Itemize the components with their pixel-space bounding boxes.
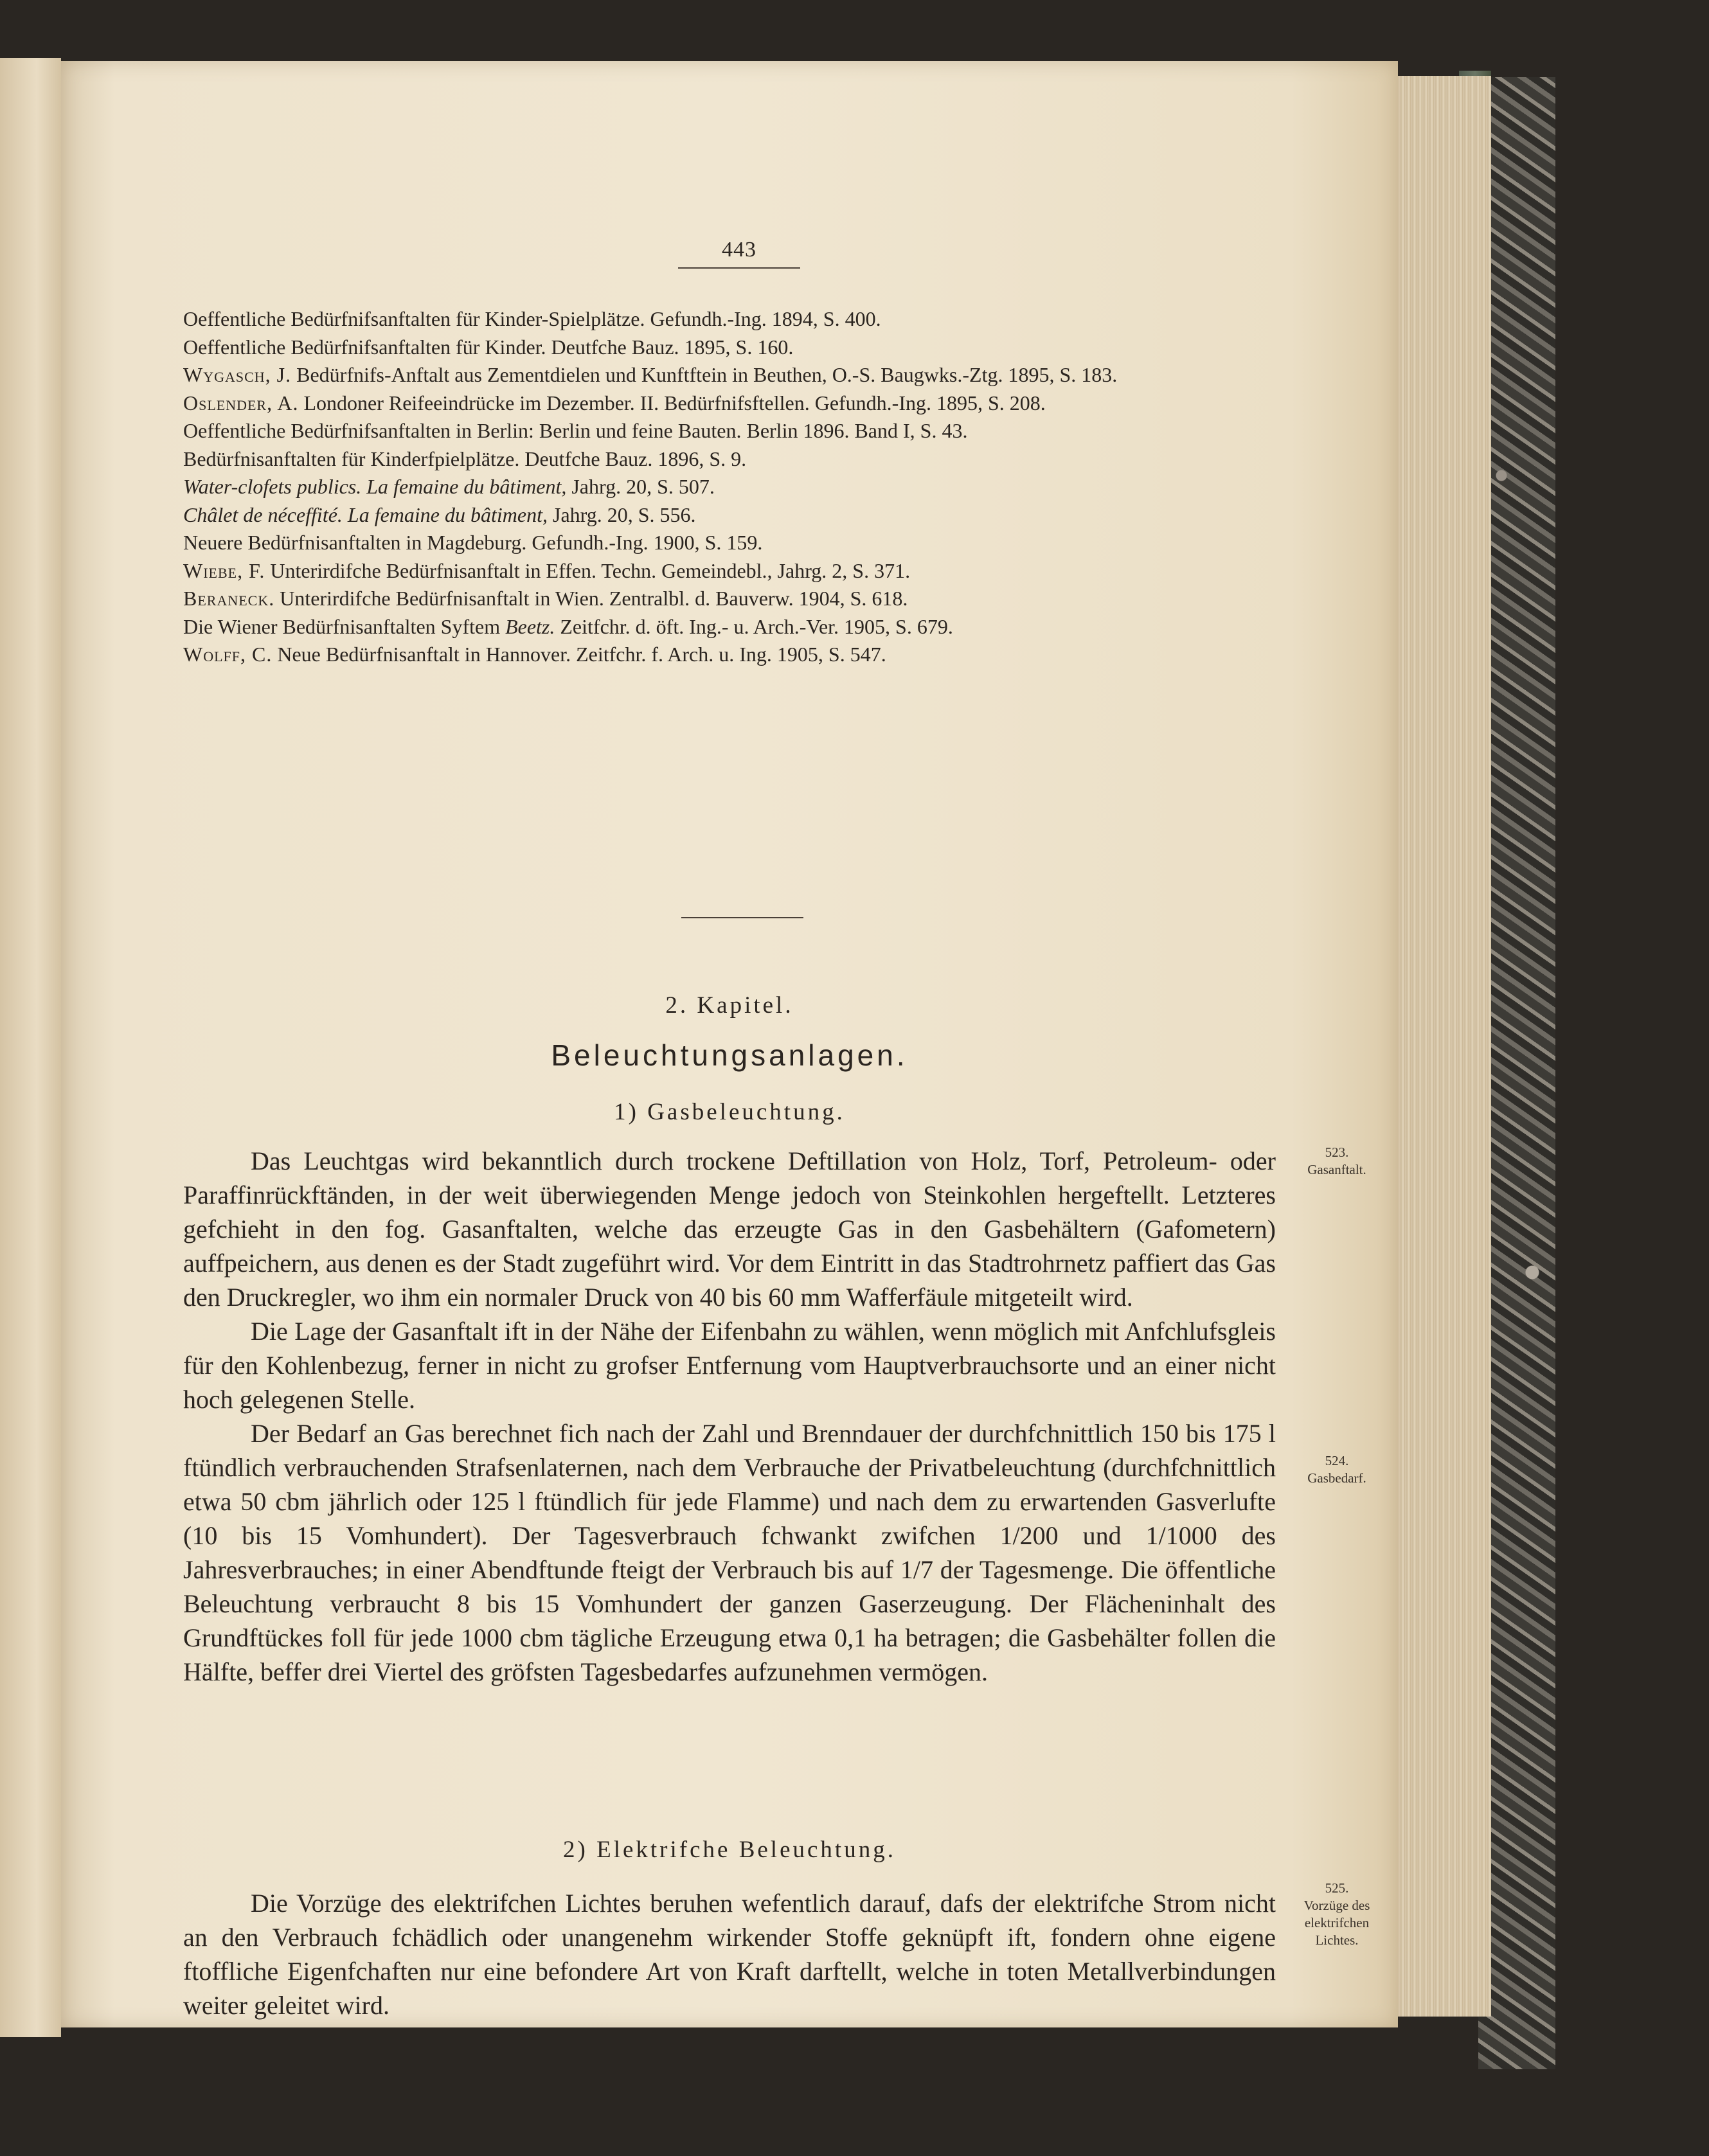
- reference-item: Oeffentliche Bedürfnifsanftalten für Kinder. Deutfche Bauz. 1895, S. 160.: [183, 335, 794, 359]
- section-body-gas: [183, 1144, 1276, 1689]
- margin-note: 523. Gasanftalt.: [1307, 1145, 1366, 1177]
- reference-author: Wolff, C.: [183, 643, 273, 666]
- reference-item: Die Wiener Bedürfnisanftalten Syftem Beetz. Zeitfchr. d. öft. Ing.- u. Arch.-Ver. 1905, S. 679.: [183, 614, 953, 638]
- reference-title: Water-clofets publics. La femaine du bâtiment,: [183, 475, 567, 498]
- paragraph: Die Vorzüge des elektrifchen Lichtes beruhen wefentlich darauf, dafs der elektrifche Strom nicht an den Verbrauch fchädlich oder unangenehm wirkender Stoffe geknüpft ift, fondern ohne eigene ftoffliche Eigenfchaften nur eine befondere Art von Kraft darftellt, welche in toten Metallverbindungen weiter geleitet wird.: [183, 1889, 1276, 2020]
- paragraph: Der Bedarf an Gas berechnet fich nach der Zahl und Brenndauer der durchfchnittlich 150 bis 175 l ftündlich verbrauchenden Strafsenlaternen, nach dem Verbrauche der Privatbeleuchtung (durchfchnittlich etwa 50 cbm jährlich oder 125 l ftündlich für jede Flamme) und nach dem zu erwartenden Gasverlufte (10 bis 15 Vomhundert). Der Tagesverbrauch fchwankt zwifchen 1/200 und 1/1000 des Jahresverbrauches; in einer Abendftunde fteigt der Verbrauch bis auf 1/7 der Tagesmenge. Die öffentliche Beleuchtung verbraucht 8 bis 15 Vomhundert der ganzen Gaserzeugung. Der Flächeninhalt des Grundftückes foll für jede 1000 cbm tägliche Erzeugung etwa 0,1 ha betragen; die Gasbehälter follen die Hälfte, beffer drei Viertel des gröfsten Tagesbedarfes aufzunehmen vermögen.: [183, 1419, 1276, 1686]
- reference-item: Water-clofets publics. La femaine du bâtiment, Jahrg. 20, S. 507.: [183, 475, 715, 498]
- reference-item: Wolff, C. Neue Bedürfnisanftalt in Hannover. Zeitfchr. f. Arch. u. Ing. 1905, S. 547.: [183, 643, 886, 666]
- reference-item: Oeffentliche Bedürfnifsanftalten für Kinder-Spielplätze. Gefundh.-Ing. 1894, S. 400.: [183, 307, 881, 330]
- reference-item: Neuere Bedürfnisanftalten in Magdeburg. Gefundh.-Ing. 1900, S. 159.: [183, 531, 763, 554]
- left-page-edge: [0, 58, 61, 2037]
- reference-item: Châlet de néceffité. La femaine du bâtiment, Jahrg. 20, S. 556.: [183, 503, 696, 526]
- reference-item: Bedürfnisanftalten für Kinderfpielplätze. Deutfche Bauz. 1896, S. 9.: [183, 447, 747, 470]
- margin-note: 525. Vorzüge des elektrifchen Lichtes.: [1303, 1880, 1370, 1948]
- section-body-electric: [183, 1886, 1276, 2022]
- paragraph: Das Leuchtgas wird bekanntlich durch trockene Deftillation von Holz, Torf, Petroleum- oder Paraffinrückftänden, in der weit überwiegenden Menge jedoch von Steinkohlen hergeftellt. Letzteres gefchieht in den fog. Gasanftalten, welche das erzeugte Gas in den Gasbehältern (Gafometern) auffpeichern, aus denen es der Stadt zugeführt wird. Vor dem Eintritt in das Stadtrohrnetz paffiert das Gas den Druckregler, wo ihm ein normaler Druck von 40 bis 60 mm Wafferfäule mitgeteilt wird.: [183, 1146, 1276, 1312]
- reference-author: Wiebe, F.: [183, 558, 265, 582]
- reference-item: Wygasch, J. Bedürfnifs-Anftalt aus Zementdielen und Kunftftein in Beuthen, O.-S. Baugwks.-Ztg. 1895, S. 183.: [183, 363, 1118, 386]
- reference-list: [183, 305, 1276, 669]
- section-heading-electric: 2) Elektrifche Beleuchtung.: [563, 1837, 896, 1863]
- reference-title: Châlet de néceffité. La femaine du bâtiment,: [183, 503, 548, 526]
- chapter-title: Beleuchtungsanlagen.: [551, 1038, 908, 1072]
- reference-item: Beraneck. Unterirdifche Bedürfnisanftalt in Wien. Zentralbl. d. Bauverw. 1904, S. 618.: [183, 587, 908, 610]
- book-page: [61, 61, 1398, 2027]
- section-separator: [681, 917, 803, 918]
- chapter-label: 2. Kapitel.: [665, 992, 794, 1019]
- margin-note: 524. Gasbedarf.: [1307, 1453, 1366, 1486]
- reference-author: Beraneck.: [183, 587, 275, 610]
- paragraph: Die Lage der Gasanftalt ift in der Nähe der Eifenbahn zu wählen, wenn möglich mit Anfchlufsgleis für den Kohlenbezug, ferner in nicht zu grofser Entfernung vom Hauptverbrauchsorte und an einer nicht hoch gelegenen Stelle.: [183, 1317, 1276, 1414]
- reference-item: Oeffentliche Bedürfnifsanftalten in Berlin: Berlin und feine Bauten. Berlin 1896. Band I, S. 43.: [183, 419, 968, 442]
- reference-item: Wiebe, F. Unterirdifche Bedürfnisanftalt in Effen. Techn. Gemeindebl., Jahrg. 2, S. 371.: [183, 558, 911, 582]
- section-heading-gas: 1) Gasbeleuchtung.: [614, 1099, 845, 1125]
- page-number: 443: [675, 238, 803, 269]
- reference-author: Wygasch, J.: [183, 363, 292, 386]
- reference-title: Beetz.: [505, 614, 555, 638]
- reference-item: Oslender, A. Londoner Reifeeindrücke im Dezember. II. Bedürfnifsftellen. Gefundh.-Ing. 1895, S. 208.: [183, 391, 1046, 414]
- reference-author: Oslender, A.: [183, 391, 299, 414]
- page-block-edge: [1382, 76, 1491, 2017]
